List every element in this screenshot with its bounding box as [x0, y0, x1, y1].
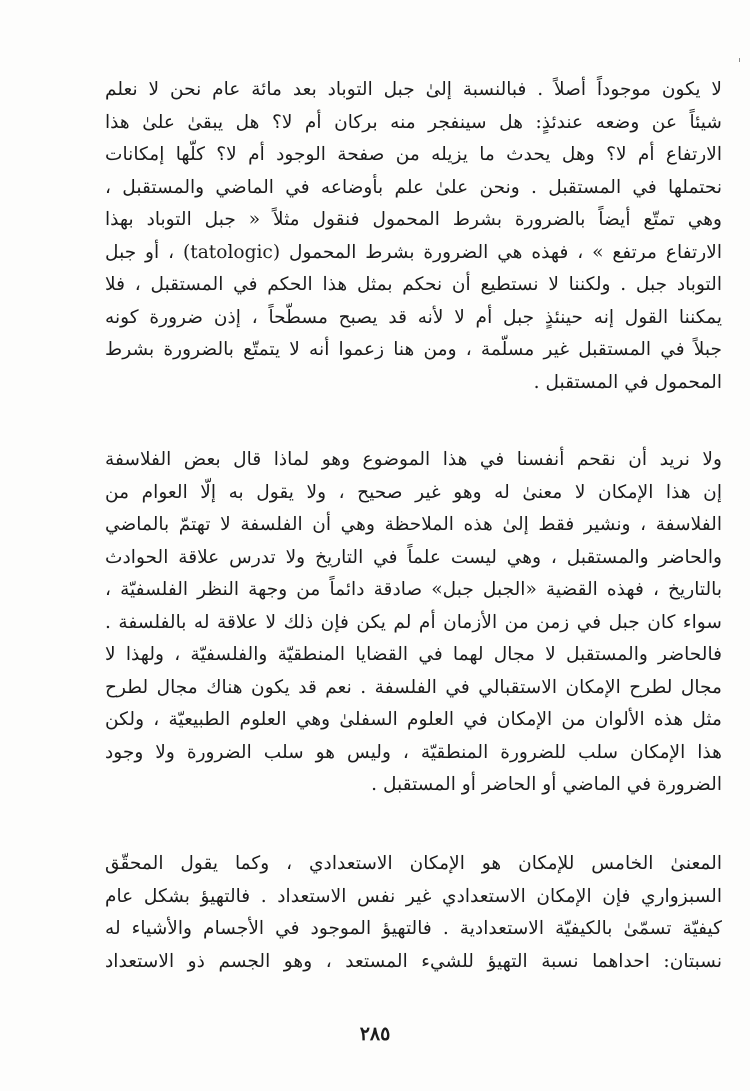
text-line: نحتملها في المستقبل . ونحن علىٰ علم بأوضاعه في الماضي والمستقبل ،	[105, 176, 722, 198]
text-line: الضرورة في الماضي أو الحاضر أو المستقبل .	[371, 774, 722, 795]
paragraph-3	[105, 848, 722, 978]
text-line: والحاضر والمستقبل ، وهي ليست علماً في التاريخ ولا تدرس علاقة الحوادث	[105, 546, 722, 568]
text-line: مجال لطرح الإمكان الاستقبالي في الفلسفة . نعم قد يكون هناك مجال لطرح	[105, 676, 722, 698]
text-line: نسبتان: احداهما نسبة التهيؤ للشيء المستعد ، وهو الجسم ذو الاستعداد	[105, 950, 722, 972]
text-line: لا يكون موجوداً أصلاً . فبالنسبة إلىٰ جبل التوباد بعد مائة عام نحن لا نعلم	[105, 79, 722, 100]
text-line: الفلاسفة ، ونشير فقط إلىٰ هذه الملاحظة وهي أن الفلسفة لا تهتمّ بالماضي	[105, 514, 722, 535]
text-line: المعنىٰ الخامس للإمكان هو الإمكان الاستعدادي ، وكما يقول المحقّق	[105, 853, 722, 874]
text-line: مثل هذه الألوان من الإمكان في العلوم السفلىٰ وهي العلوم الطبيعيّة ، ولكن	[105, 709, 722, 730]
text-line: الارتفاع أم لا؟ وهل يحدث ما يزيله من صفحة الوجود أم لا؟ كلّها إمكانات	[105, 144, 722, 165]
text-line: هذا الإمكان سلب للضرورة المنطقيّة ، وليس هو سلب الضرورة ولا وجود	[105, 741, 722, 763]
text-line: يمكننا القول إنه حينئذٍ جبل أم لا لأنه قد يصبح مسطّحاً ، إذن ضرورة كونه	[105, 306, 722, 328]
text-line: إن هذا الإمكان لا معنىٰ له وهو غير صحيح ، ولا يقول به إلّا العوام من	[105, 481, 722, 503]
text-line: وهي تمتّع أيضاً بالضرورة بشرط المحمول فنقول مثلاً « جبل التوباد بهذا	[105, 209, 722, 230]
text-line: التوباد جبل . ولكننا لا نستطيع أن نحكم بمثل هذا الحكم في المستقبل ، فلا	[105, 274, 722, 295]
text-line: سواء كان جبل في زمن من الأزمان أم لم يكن فإن ذلك لا علاقة له بالفلسفة .	[105, 611, 722, 633]
page-edge-mark	[739, 58, 740, 62]
text-line: السبزواري فإن الإمكان الاستعدادي غير نفس الاستعداد . فالتهيؤ بشكل عام	[105, 885, 722, 907]
text-line: المحمول في المستقبل .	[533, 371, 722, 393]
text-line: فالحاضر والمستقبل لا مجال لهما في القضايا المنطقيّة والفلسفيّة ، ولهذا لا	[105, 644, 722, 665]
page-number: ٢٨٥	[359, 1023, 391, 1045]
paragraph-1	[105, 74, 722, 399]
text-line: ولا نريد أن نقحم أنفسنا في هذا الموضوع وهو لماذا قال بعض الفلاسفة	[105, 449, 722, 470]
text-line: بالتاريخ ، فهذه القضية «الجبل جبل» صادقة دائماً من وجهة النظر الفلسفيّة ،	[105, 579, 722, 600]
paragraph-2	[105, 444, 722, 802]
text-line: كيفيّة تسمّىٰ بالكيفيّة الاستعدادية . فالتهيؤ الموجود في الأجسام والأشياء له	[105, 918, 722, 939]
text-line: جبلاً في المستقبل غير مسلّمة ، ومن هنا زعموا أنه لا يتمتّع بالضرورة بشرط	[105, 339, 722, 360]
text-line: الارتفاع مرتفع » ، فهذه هي الضرورة بشرط المحمول (tatologic) ، أو جبل	[105, 241, 722, 263]
text-line: شيئاً عن وضعه عندئذٍ: هل سينفجر منه بركان أم لا؟ هل يبقىٰ علىٰ هذا	[105, 111, 722, 133]
